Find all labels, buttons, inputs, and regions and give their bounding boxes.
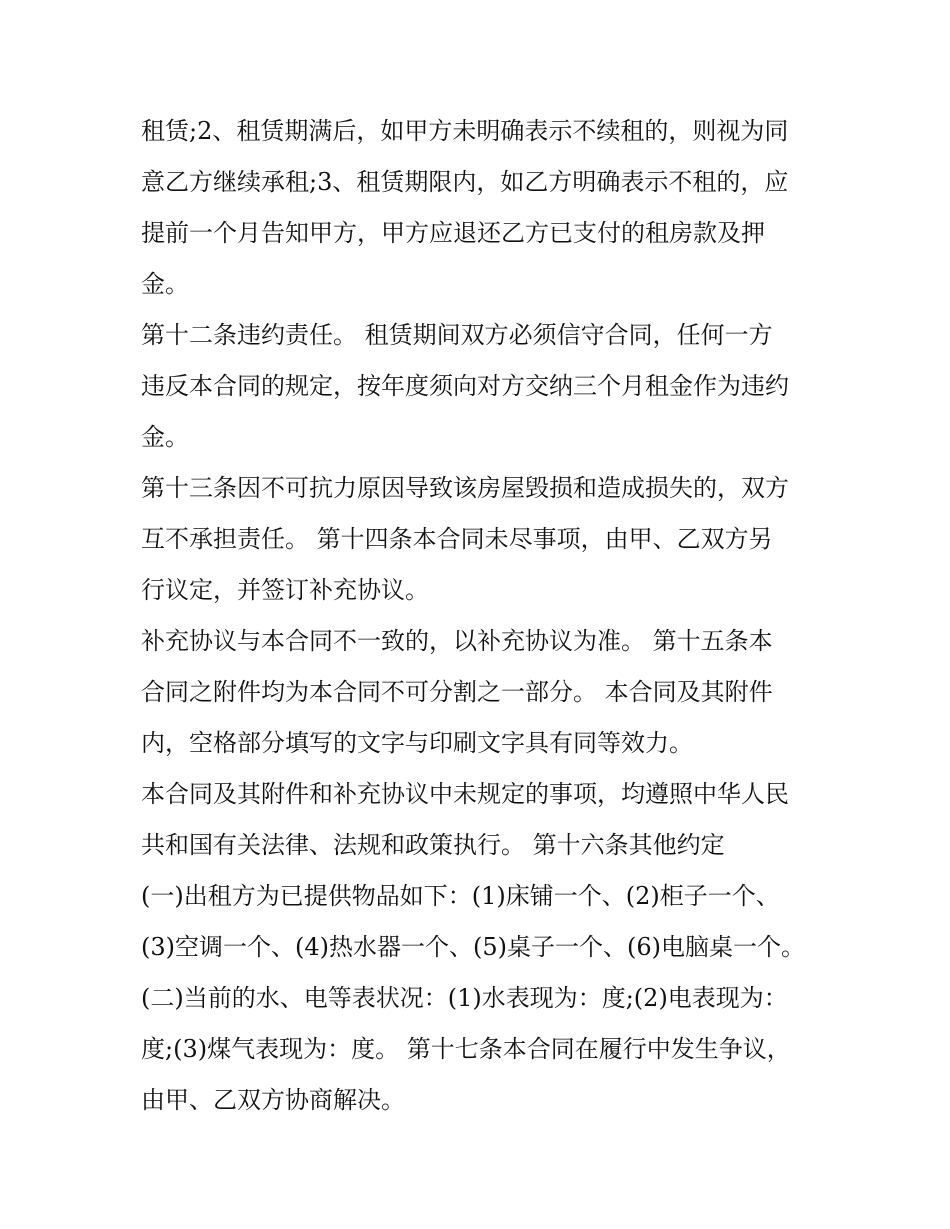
text-line-11: 补充协议与本合同不一致的，以补充协议为准。 第十五条本	[141, 627, 773, 655]
text-line-14: 本合同及其附件和补充协议中未规定的事项，均遵照中华人民	[141, 780, 789, 808]
text-line-4: 金。	[141, 270, 189, 298]
text-line-18: (二)当前的水、电等表状况：(1)水表现为：度;(2)电表现为：	[141, 984, 788, 1012]
text-line-12: 合同之附件均为本合同不可分割之一部分。 本合同及其附件	[141, 678, 773, 706]
text-line-15: 共和国有关法律、法规和政策执行。 第十六条其他约定	[141, 831, 725, 859]
document-body	[141, 106, 831, 1126]
text-line-17: (3)空调一个、(4)热水器一个、(5)桌子一个、(6)电脑桌一个。	[141, 933, 805, 961]
text-line-13: 内，空格部分填写的文字与印刷文字具有同等效力。	[141, 729, 693, 757]
text-line-20: 由甲、乙双方协商解决。	[141, 1086, 405, 1114]
text-line-9: 互不承担责任。 第十四条本合同未尽事项，由甲、乙双方另	[141, 525, 773, 553]
text-line-8: 第十三条因不可抗力原因导致该房屋毁损和造成损失的，双方	[141, 474, 789, 502]
text-line-2: 意乙方继续承租;3、租赁期限内，如乙方明确表示不租的，应	[141, 168, 789, 196]
text-line-3: 提前一个月告知甲方，甲方应退还乙方已支付的租房款及押	[141, 219, 765, 247]
text-line-6: 违反本合同的规定，按年度须向对方交纳三个月租金作为违约	[141, 372, 789, 400]
text-line-19: 度;(3)煤气表现为：度。 第十七条本合同在履行中发生争议，	[141, 1035, 791, 1063]
text-line-1: 租赁;2、租赁期满后，如甲方未明确表示不续租的，则视为同	[141, 117, 789, 145]
text-line-5: 第十二条违约责任。 租赁期间双方必须信守合同，任何一方	[141, 321, 773, 349]
text-line-10: 行议定，并签订补充协议。	[141, 576, 429, 604]
text-line-7: 金。	[141, 423, 189, 451]
text-line-16: (一)出租方为已提供物品如下：(1)床铺一个、(2)柜子一个、	[141, 882, 780, 910]
